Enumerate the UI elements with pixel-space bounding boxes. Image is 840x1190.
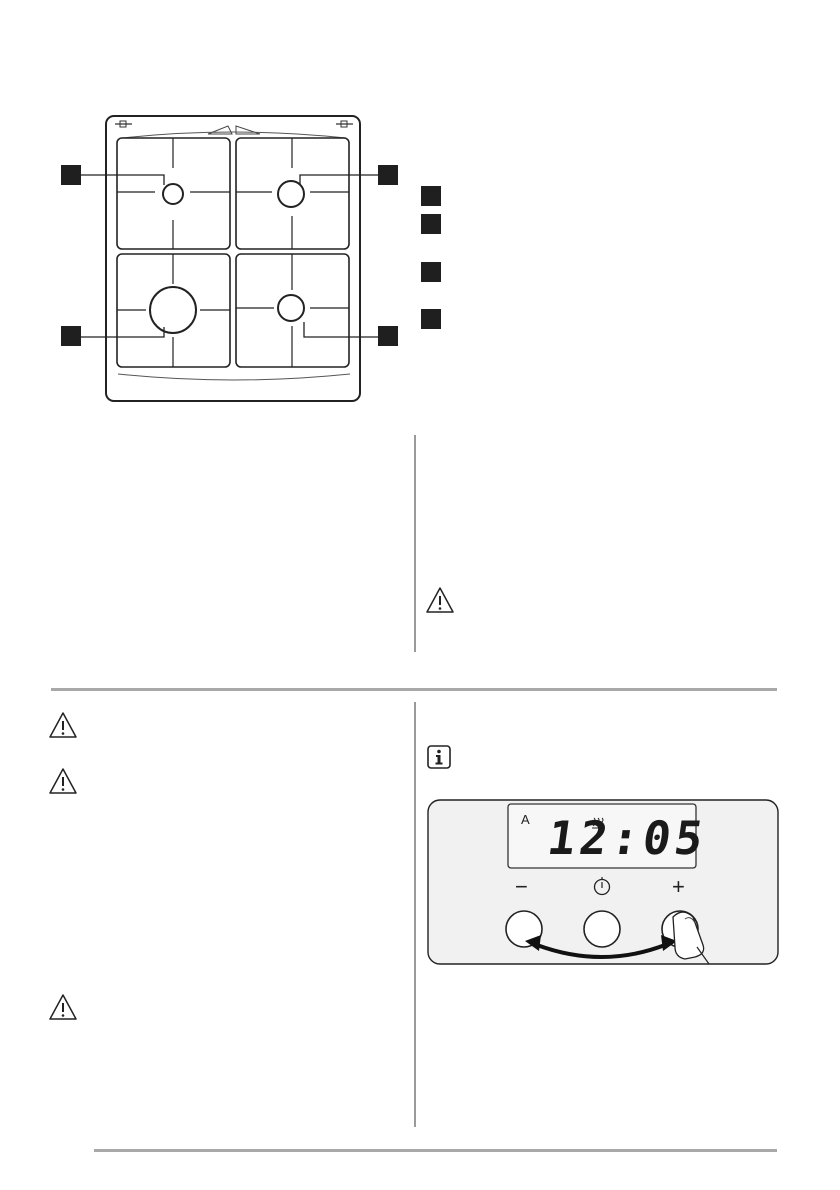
timer-mode-indicator: A <box>521 812 530 827</box>
legend-marker-4 <box>421 309 441 329</box>
timer-time-display: 12:05 <box>544 811 711 865</box>
legend-marker-3 <box>421 262 441 282</box>
legend-marker-2 <box>421 214 441 234</box>
warning-triangle-icon <box>425 586 455 614</box>
callout-marker-burner-rear-left <box>61 165 81 185</box>
warning-triangle-icon <box>48 711 78 739</box>
clock-button[interactable] <box>584 911 622 949</box>
warning-triangle-icon <box>48 993 78 1021</box>
minus-button[interactable] <box>506 911 544 949</box>
column-divider-bottom <box>414 702 416 1127</box>
section-divider <box>51 688 777 691</box>
plus-button[interactable] <box>662 911 700 949</box>
hob-top-view-diagram <box>60 112 405 404</box>
plus-button-label: + <box>672 874 685 899</box>
column-divider-top <box>414 435 416 652</box>
callout-marker-burner-rear-right <box>378 165 398 185</box>
warning-triangle-icon <box>48 767 78 795</box>
callout-marker-burner-front-left <box>61 326 81 346</box>
info-icon <box>427 745 451 769</box>
page-footer-rule <box>94 1149 777 1152</box>
callout-marker-burner-front-right <box>378 326 398 346</box>
legend-marker-1 <box>421 186 441 206</box>
minus-button-label: − <box>515 874 528 899</box>
